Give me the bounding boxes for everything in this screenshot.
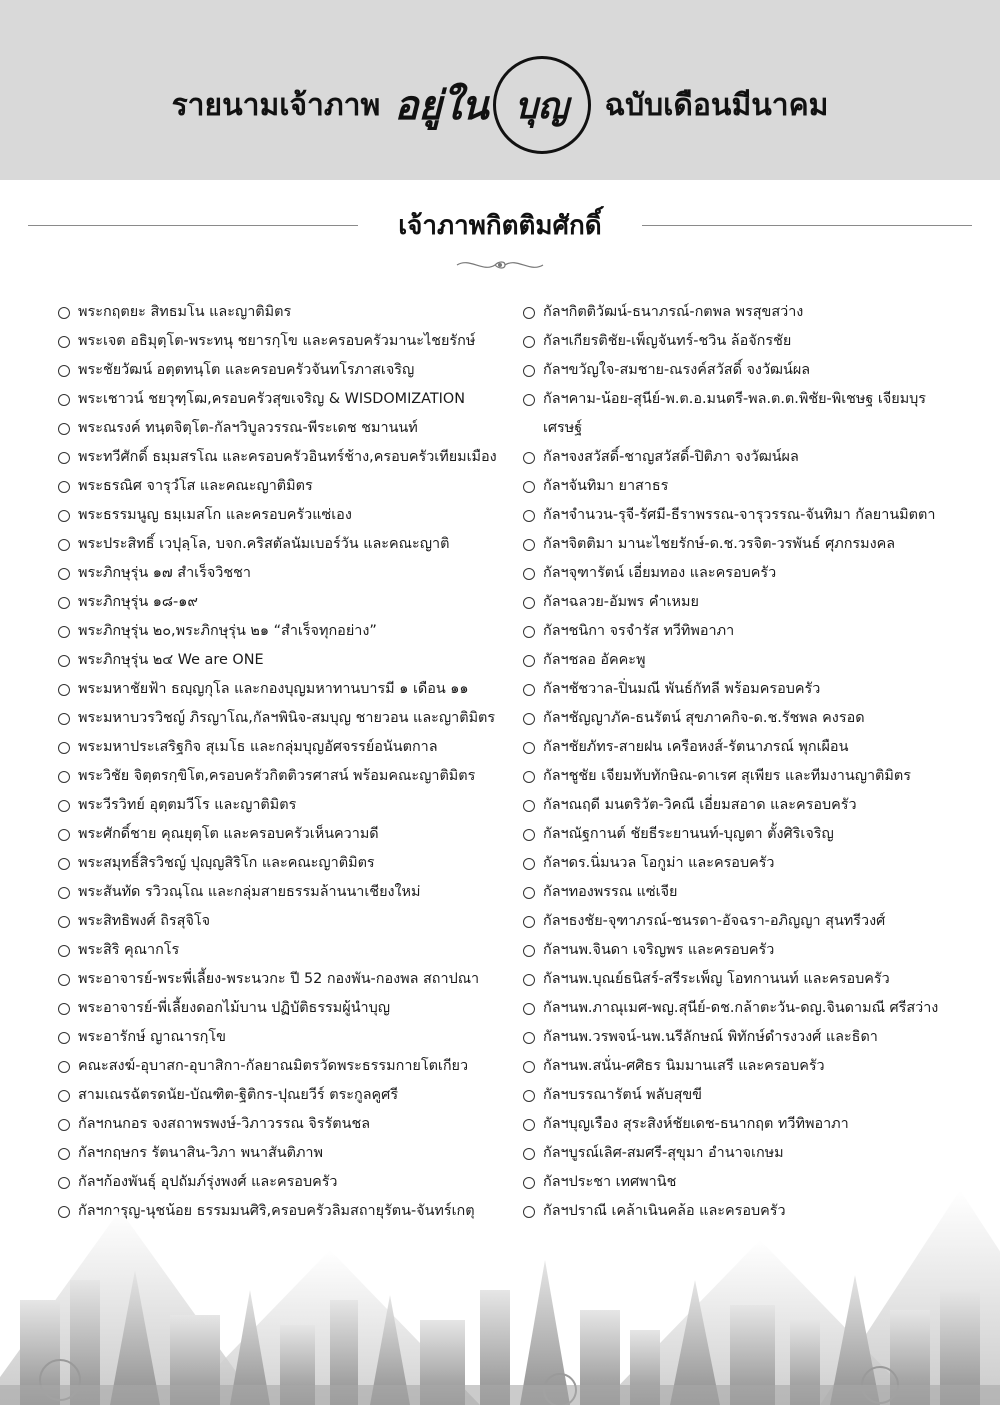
donor-list-item: [523, 733, 963, 762]
circle-bullet-icon: [58, 336, 70, 348]
donor-list-item: [58, 472, 520, 501]
donor-list-item: [523, 443, 963, 472]
magazine-logo: [394, 56, 590, 154]
donor-name: กัลฯทองพรรณ แซ่เจีย: [543, 884, 678, 900]
circle-bullet-icon: [58, 597, 70, 609]
donor-list-item: [523, 530, 963, 559]
donor-list-item: [523, 704, 963, 733]
circle-bullet-icon: [523, 742, 535, 754]
circle-bullet-icon: [523, 858, 535, 870]
donor-name: กัลฯชนิกา จรจำรัส ทวีทิพอาภา: [543, 623, 735, 639]
donor-list-item: [523, 675, 963, 704]
donor-list-item: [58, 849, 520, 878]
flourish-ornament-icon: [455, 255, 545, 275]
donor-list-item: [58, 704, 520, 733]
circle-bullet-icon: [58, 916, 70, 928]
circle-bullet-icon: [58, 945, 70, 957]
donor-name: กัลฯชลอ อัคคะพู: [543, 652, 646, 668]
circle-bullet-icon: [58, 713, 70, 725]
donor-list-item: [58, 414, 520, 443]
circle-bullet-icon: [523, 1119, 535, 1131]
donor-list-item: [58, 588, 520, 617]
donor-name: พระสันทัด รวิวณฺโณ และกลุ่มสายธรรมล้านนาเชียงใหม่: [78, 884, 421, 900]
donor-list-item: [523, 559, 963, 588]
donor-name: กัลฯจันทิมา ยาสาธร: [543, 478, 669, 494]
donor-list-item: [58, 762, 520, 791]
donor-name: กัลฯก้องพันธุ์ อุปถัมภ์รุ่งพงศ์ และครอบครัว: [78, 1174, 338, 1190]
donor-list-item: [523, 617, 963, 646]
donor-name: กัลฯกิตติวัฒน์-ธนาภรณ์-กตพล พรสุขสว่าง: [543, 304, 804, 320]
header: [0, 50, 1000, 160]
donor-list-item: [523, 1023, 963, 1052]
donor-name: กัลฯปราณี เคล้าเนินคล้อ และครอบครัว: [543, 1203, 786, 1219]
circle-bullet-icon: [58, 510, 70, 522]
circle-bullet-icon: [58, 1119, 70, 1131]
circle-bullet-icon: [58, 1032, 70, 1044]
donor-name: พระเชาวน์ ชยวุฑฺโฒ,ครอบครัวสุขเจริญ & WISDOMIZATION: [78, 391, 466, 407]
circle-bullet-icon: [523, 336, 535, 348]
donor-list-item: [523, 501, 963, 530]
donor-name: พระมหาชัยฟ้า ธญฺญกุโล และกองบุญมหาทานบารมี ๑ เดือน ๑๑: [78, 681, 469, 697]
donor-list-item: [523, 1110, 963, 1139]
donor-name: พระภิกษุรุ่น ๑๘-๑๙: [78, 594, 198, 610]
donor-list-item: [58, 733, 520, 762]
donor-list-item: [523, 791, 963, 820]
donor-list-item: [58, 1023, 520, 1052]
donor-name: กัลฯกฤษกร รัตนาสิน-วิภา พนาสันติภาพ: [78, 1145, 323, 1161]
donor-name: กัลฯบุญเรือง สุระสิงห์ชัยเดช-ธนากฤต ทวีทิพอาภา: [543, 1116, 849, 1132]
donor-name: พระธรณิศ จารุวํโส และคณะญาติมิตร: [78, 478, 313, 494]
donor-list-item: [58, 530, 520, 559]
donor-list-item: [523, 356, 963, 385]
donor-list-item: [58, 1110, 520, 1139]
logo-script-text: อยู่ใน: [394, 82, 489, 129]
circle-bullet-icon: [58, 365, 70, 377]
donor-list-item: [58, 617, 520, 646]
donor-name: กัลฯจุฑารัตน์ เอี่ยมทอง และครอบครัว: [543, 565, 777, 581]
donor-list-item: [523, 849, 963, 878]
donor-name: กัลฯชัชวาล-ปิ่นมณี พันธ์กัทลี พร้อมครอบครัว: [543, 681, 821, 697]
donor-list-item: [58, 559, 520, 588]
circle-bullet-icon: [58, 1090, 70, 1102]
circle-bullet-icon: [523, 510, 535, 522]
circle-bullet-icon: [523, 1090, 535, 1102]
header-title-left: รายนามเจ้าภาพ: [171, 87, 381, 123]
logo-circle: [493, 56, 591, 154]
circle-bullet-icon: [58, 1061, 70, 1073]
circle-bullet-icon: [523, 365, 535, 377]
donor-name: พระเจต อธิมุตฺโต-พระทนุ ชยารกฺโข และครอบครัวมานะไชยรักษ์: [78, 333, 476, 349]
donor-name: พระทวีศักดิ์ ธมฺมสรโณ และครอบครัวอินทร์ช้าง,ครอบครัวเทียมเมือง: [78, 449, 497, 465]
donor-list-item: [523, 878, 963, 907]
donor-name: พระอาจารย์-พระพี่เลี้ยง-พระนวกะ ปี 52 กองพัน-กองพล สถาปณา: [78, 971, 480, 987]
donor-list-item: [58, 501, 520, 530]
circle-bullet-icon: [58, 771, 70, 783]
donor-name: พระภิกษุรุ่น ๒๐,พระภิกษุรุ่น ๒๑ “สำเร็จทุกอย่าง”: [78, 623, 377, 639]
circle-bullet-icon: [58, 626, 70, 638]
circle-bullet-icon: [523, 452, 535, 464]
circle-bullet-icon: [58, 684, 70, 696]
donor-name: พระวิชัย จิตฺตรกฺขิโต,ครอบครัวกิตติวรศาสน์ พร้อมคณะญาติมิตร: [78, 768, 476, 784]
circle-bullet-icon: [58, 394, 70, 406]
donor-name: พระอาจารย์-พี่เลี้ยงดอกไม้บาน ปฏิบัติธรรมผู้นำบุญ: [78, 1000, 391, 1016]
donor-name: กัลฯจงสวัสดิ์-ชาญสวัสดิ์-ปิติภา จงวัฒน์ผล: [543, 449, 799, 465]
donor-list-item: [58, 936, 520, 965]
circle-bullet-icon: [523, 945, 535, 957]
circle-bullet-icon: [58, 452, 70, 464]
donor-list-item: [58, 1081, 520, 1110]
circle-bullet-icon: [523, 1061, 535, 1073]
donor-name: กัลฯนพ.วรพจน์-นพ.นรีลักษณ์ พิทักษ์ดำรงวงศ์ และธิดา: [543, 1029, 878, 1045]
donor-name: พระศักดิ์ชาย คุณยุตฺโต และครอบครัวเห็นความดี: [78, 826, 379, 842]
donor-name: พระอารักษ์ ญาณารกฺโข: [78, 1029, 226, 1045]
circle-bullet-icon: [58, 887, 70, 899]
donor-list-item: [58, 385, 520, 414]
donor-list-item: [58, 675, 520, 704]
donor-name: กัลฯชัญญาภัค-ธนรัตน์ สุขภาคกิจ-ด.ช.รัชพล คงรอด: [543, 710, 865, 726]
donor-list-item: [523, 936, 963, 965]
circle-bullet-icon: [523, 684, 535, 696]
donor-name: กัลฯบูรณ์เลิศ-สมศรี-สุขุมา อำนาจเกษม: [543, 1145, 784, 1161]
donor-name: กัลฯชูชัย เจียมทับทักษิณ-ดาเรศ สุเพียร และทีมงานญาติมิตร: [543, 768, 911, 784]
circle-bullet-icon: [58, 423, 70, 435]
donor-list-item: [58, 878, 520, 907]
circle-bullet-icon: [523, 481, 535, 493]
donor-name: กัลฯขวัญใจ-สมชาย-ณรงค์สวัสดิ์ จงวัฒน์ผล: [543, 362, 811, 378]
donor-list-left: [58, 298, 520, 1226]
circle-bullet-icon: [523, 1032, 535, 1044]
donor-list-item: [58, 1052, 520, 1081]
donor-name: กัลฯกนกอร จงสถาพรพงษ์-วิภาวรรณ จิรรัตนชล: [78, 1116, 371, 1132]
donor-name: กัลฯณฤดี มนตริวัต-วิคณี เอี่ยมสอาด และครอบครัว: [543, 797, 857, 813]
donor-list-item: [58, 327, 520, 356]
donor-name: พระสมุทธิ์สิรวิชญ์ ปุญฺญสิริโก และคณะญาติมิตร: [78, 855, 375, 871]
donor-list-item: [523, 298, 963, 327]
donor-name: กัลฯนพ.จินดา เจริญพร และครอบครัว: [543, 942, 775, 958]
donor-list-item: [58, 646, 520, 675]
circle-bullet-icon: [523, 887, 535, 899]
donor-list-item: [523, 907, 963, 936]
circle-bullet-icon: [523, 655, 535, 667]
donor-name: กัลฯชัยภัทร-สายฝน เครือหงส์-รัตนาภรณ์ พุกเผือน: [543, 739, 849, 755]
donor-name: พระณรงค์ ทนฺตจิตฺโต-กัลฯวิบูลวรรณ-พีระเดช ชมานนท์: [78, 420, 418, 436]
donor-name: กัลฯดร.นิ่มนวล โอกูม่า และครอบครัว: [543, 855, 775, 871]
donor-name: พระกฤตยะ สิทธมโน และญาติมิตร: [78, 304, 292, 320]
circle-bullet-icon: [523, 771, 535, 783]
circle-bullet-icon: [58, 974, 70, 986]
circle-bullet-icon: [58, 539, 70, 551]
donor-list-item: [523, 588, 963, 617]
circle-bullet-icon: [523, 829, 535, 841]
donor-list-item: [523, 1052, 963, 1081]
donor-name: กัลฯจิตติมา มานะไชยรักษ์-ด.ช.วรจิต-วรพันธ์ ศุภกรมงคล: [543, 536, 896, 552]
circle-bullet-icon: [58, 307, 70, 319]
donor-name: กัลฯบรรณารัตน์ พลับสุขขี: [543, 1087, 703, 1103]
donor-name: กัลฯการุญ-นุชน้อย ธรรมมนศิริ,ครอบครัวลิมสถายุรัตน-จันทร์เกตุ: [78, 1203, 475, 1219]
donor-name: พระมหาบวรวิชญ์ ภิรญาโณ,กัลฯพินิจ-สมบุญ ชายวอน และญาติมิตร: [78, 710, 496, 726]
circle-bullet-icon: [58, 655, 70, 667]
donor-name: พระมหาประเสริฐกิจ สุเมโธ และกลุ่มบุญอัศจรรย์อนันตกาล: [78, 739, 438, 755]
circle-bullet-icon: [58, 481, 70, 493]
crystal-skyline-illustration: [0, 1150, 1000, 1405]
donor-list-item: [523, 965, 963, 994]
circle-bullet-icon: [523, 539, 535, 551]
circle-bullet-icon: [523, 568, 535, 580]
donor-list-item: [523, 994, 963, 1023]
donor-name: พระประสิทธิ์ เวปุลฺโล, บจก.คริสตัลนัมเบอร์วัน และคณะญาติ: [78, 536, 450, 552]
section-title: เจ้าภาพกิตติมศักดิ์: [398, 210, 602, 241]
section-divider-left: [28, 225, 358, 226]
section-divider-right: [642, 225, 972, 226]
circle-bullet-icon: [523, 974, 535, 986]
donor-name: พระภิกษุรุ่น ๒๔ We are ONE: [78, 652, 264, 668]
circle-bullet-icon: [523, 307, 535, 319]
donor-name: กัลฯคาม-น้อย-สุนีย์-พ.ต.อ.มนตรี-พล.ต.ต.พิชัย-พิเชษฐ เจียมบุรเศรษฐ์: [543, 391, 927, 436]
circle-bullet-icon: [523, 597, 535, 609]
donor-name: กัลฯนพ.ภาณุเมศ-พญ.สุนีย์-ดช.กล้าตะวัน-ดญ.จินดามณี ศรีสว่าง: [543, 1000, 939, 1016]
donor-list-item: [58, 443, 520, 472]
donor-list-item: [523, 762, 963, 791]
donor-list-item: [58, 907, 520, 936]
donor-list-item: [58, 791, 520, 820]
donor-list-item: [523, 820, 963, 849]
circle-bullet-icon: [58, 742, 70, 754]
donor-name: สามเณรฉัตรดนัย-บัณฑิต-ฐิติกร-ปุณยวีร์ ตระกูลคูศรี: [78, 1087, 399, 1103]
donor-name: กัลฯเกียรติชัย-เพ็ญจันทร์-ชวิน ล้อจักรชัย: [543, 333, 792, 349]
circle-bullet-icon: [58, 568, 70, 580]
header-title-right: ฉบับเดือนมีนาคม: [604, 87, 829, 123]
donor-list-item: [523, 472, 963, 501]
circle-bullet-icon: [58, 858, 70, 870]
circle-bullet-icon: [523, 394, 535, 406]
donor-list-item: [58, 994, 520, 1023]
circle-bullet-icon: [523, 1003, 535, 1015]
donor-name: กัลฯณัฐกานต์ ชัยธีระยานนท์-บุญตา ตั้งศิริเจริญ: [543, 826, 834, 842]
donor-list-item: [523, 385, 963, 443]
circle-bullet-icon: [523, 916, 535, 928]
donor-name: กัลฯนพ.สนั่น-ศศิธร นิมมานเสรี และครอบครัว: [543, 1058, 825, 1074]
donor-name: กัลฯนพ.บุณย์ธนิสร์-สรีระเพ็ญ โอทกานนท์ และครอบครัว: [543, 971, 890, 987]
donor-name: พระภิกษุรุ่น ๑๗ สำเร็จวิชชา: [78, 565, 251, 581]
donor-name: พระสิทธิพงศ์ ถิรสุจิโจ: [78, 913, 211, 929]
donor-name: กัลฯประชา เทศพานิช: [543, 1174, 677, 1190]
donor-list-item: [58, 356, 520, 385]
circle-bullet-icon: [58, 1003, 70, 1015]
donor-name: กัลฯธงชัย-จุฑาภรณ์-ชนรดา-อัจฉรา-อภิญญา สุนทรีวงศ์: [543, 913, 886, 929]
circle-bullet-icon: [523, 800, 535, 812]
donor-name: กัลฯฉลวย-อัมพร คำเหมย: [543, 594, 699, 610]
donor-name: พระชัยวัฒน์ อตฺตทนฺโต และครอบครัวจันทโรภาสเจริญ: [78, 362, 415, 378]
logo-circle-text: บุญ: [514, 84, 569, 127]
donor-list-item: [58, 298, 520, 327]
donor-list-item: [58, 965, 520, 994]
donor-name: กัลฯจำนวน-รุจี-รัศมี-ธีราพรรณ-จารุวรรณ-จันทิมา กัลยานมิตตา: [543, 507, 936, 523]
section-heading: [0, 205, 1000, 245]
donor-name: พระธรรมนูญ ธมฺเมสโก และครอบครัวแซ่เอง: [78, 507, 352, 523]
circle-bullet-icon: [523, 713, 535, 725]
circle-bullet-icon: [58, 829, 70, 841]
donor-list-right: [523, 298, 963, 1226]
donor-list-item: [523, 646, 963, 675]
circle-bullet-icon: [58, 800, 70, 812]
donor-list-item: [523, 1081, 963, 1110]
donor-name: พระสิริ คุณากโร: [78, 942, 180, 958]
donor-name: คณะสงฆ์-อุบาสก-อุบาสิกา-กัลยาณมิตรวัดพระธรรมกายโตเกียว: [78, 1058, 469, 1074]
donor-name: พระวีรวิทย์ อุตฺตมวีโร และญาติมิตร: [78, 797, 297, 813]
circle-bullet-icon: [523, 626, 535, 638]
donor-list-item: [58, 820, 520, 849]
donor-list-item: [523, 327, 963, 356]
